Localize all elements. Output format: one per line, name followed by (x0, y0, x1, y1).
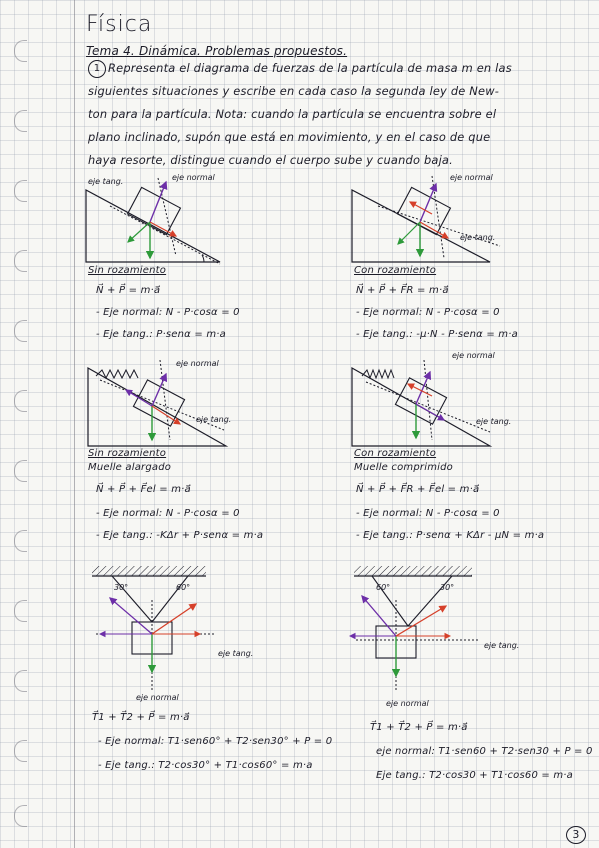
diagram-3-incline-spring (88, 359, 231, 446)
diagram-5-angle-left: 30° (114, 583, 129, 592)
diagram-2-axis-normal: eje normal (450, 173, 493, 182)
diagram-3-axis-normal: eje normal (176, 359, 219, 368)
diagram-5-angle-right: 60° (176, 583, 191, 592)
diagram-2-normal-eq: - Eje normal: N - P·cosα = 0 (356, 307, 500, 318)
diagram-2-tang-eq: - Eje tang.: -μ·N - P·senα = m·a (356, 329, 518, 340)
diagram-4-normal-eq: - Eje normal: N - P·cosα = 0 (356, 508, 500, 519)
diagram-3-axis-tang: eje tang. (196, 415, 232, 424)
problem-line-3: ton para la partícula. Nota: cuando la partícula se encuentra sobre el (88, 107, 497, 121)
diagram-6-normal-eq: eje normal: T1·sen60 + T2·sen30 + P = 0 (376, 746, 593, 757)
problem-line-5: haya resorte, distingue cuando el cuerpo sube y cuando baja. (88, 153, 453, 167)
diagram-3-tang-eq: - Eje tang.: -KΔr + P·senα = m·a (96, 530, 264, 541)
diagram-4-equation: N⃗ + P⃗ + F⃗R + F⃗el = m·a⃗ (356, 484, 480, 495)
diagram-2-equation: N⃗ + P⃗ + F⃗R = m·a⃗ (356, 285, 449, 296)
diagram-5-normal-eq: - Eje normal: T1·sen60° + T2·sen30° + P = 0 (98, 736, 333, 747)
diagram-5-equation: T⃗1 + T⃗2 + P⃗ = m·a⃗ (92, 712, 190, 723)
diagram-5-hanging-mass (92, 566, 253, 702)
diagram-1-axis-tang: eje tang. (88, 177, 124, 186)
diagram-6-axis-tang: eje tang. (484, 641, 520, 650)
diagram-4-caption-2: Muelle comprimido (354, 462, 453, 473)
diagram-1-incline (86, 173, 220, 264)
problem-line-2: siguientes situaciones y escribe en cada caso la segunda ley de New- (88, 84, 500, 98)
diagram-1-axis-normal: eje normal (172, 173, 215, 182)
diagram-3-equation: N⃗ + P⃗ + F⃗el = m·a⃗ (96, 484, 191, 495)
diagram-3-caption-2: Muelle alargado (88, 462, 172, 473)
diagram-4-axis-normal: eje normal (452, 351, 495, 360)
diagram-1-equation: N⃗ + P⃗ = m·a⃗ (96, 285, 161, 296)
diagram-3-caption: Sin rozamiento (88, 448, 167, 459)
problem-number: 1 (88, 60, 106, 78)
diagram-6-equation: T⃗1 + T⃗2 + P⃗ = m·a⃗ (370, 722, 468, 733)
problem-line-1: Representa el diagrama de fuerzas de la partícula de masa m en las (108, 61, 512, 75)
diagram-6-angle-right: 30° (440, 583, 455, 592)
diagram-4-tang-eq: - Eje tang.: P·senα + KΔr - μN = m·a (356, 530, 545, 541)
page-number: 3 (566, 826, 586, 844)
diagram-4-axis-tang: eje tang. (476, 417, 512, 426)
diagram-5-axis-normal: eje normal (136, 693, 179, 702)
diagram-2-caption: Con rozamiento (354, 265, 437, 276)
diagram-6-axis-normal: eje normal (386, 699, 429, 708)
diagram-6-hanging-mass (350, 566, 519, 708)
diagram-1-tang-eq: - Eje tang.: P·senα = m·a (96, 329, 226, 340)
diagram-4-caption: Con rozamiento (354, 448, 437, 459)
diagram-4-incline-spring (352, 351, 511, 446)
page-title: Física (86, 12, 153, 37)
diagram-6-tang-eq: Eje tang.: T2·cos30 + T1·cos60 = m·a (376, 770, 574, 781)
problem-line-4: plano inclinado, supón que está en movimiento, y en el caso de que (88, 130, 491, 144)
page-subtitle: Tema 4. Dinámica. Problemas propuestos. (86, 44, 348, 58)
diagram-2-incline (352, 173, 500, 262)
diagram-1-caption: Sin rozamiento (88, 265, 167, 276)
diagram-3-normal-eq: - Eje normal: N - P·cosα = 0 (96, 508, 240, 519)
diagram-5-axis-tang: eje tang. (218, 649, 254, 658)
diagram-1-normal-eq: - Eje normal: N - P·cosα = 0 (96, 307, 240, 318)
diagram-6-angle-left: 60° (376, 583, 391, 592)
diagram-2-axis-tang: eje tang. (460, 233, 496, 242)
diagram-5-tang-eq: - Eje tang.: T2·cos30° + T1·cos60° = m·a (98, 760, 313, 771)
